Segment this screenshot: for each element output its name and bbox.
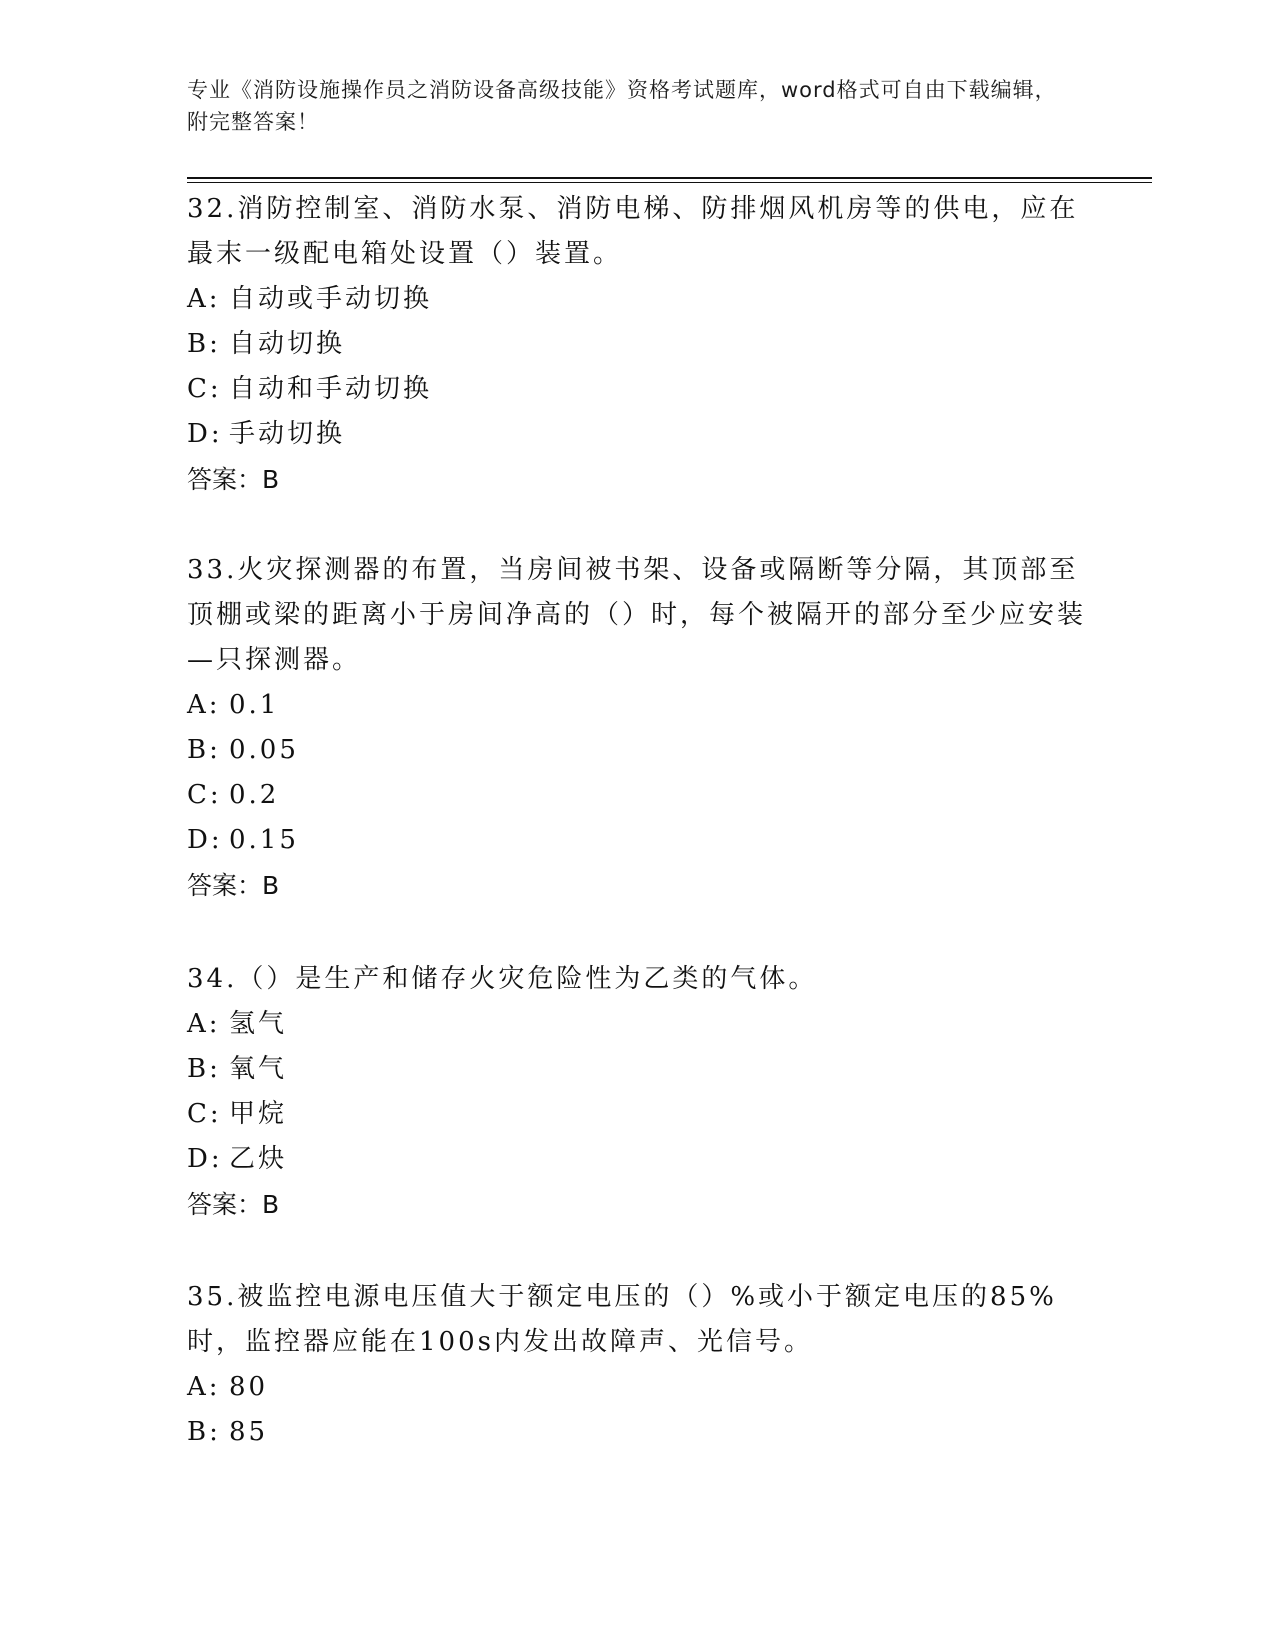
option-text: 0.2 bbox=[229, 780, 280, 810]
option-b bbox=[187, 728, 1087, 773]
option-letter: B: bbox=[187, 735, 221, 765]
option-text: 80 bbox=[229, 1372, 269, 1402]
option-text: 0.15 bbox=[229, 825, 299, 855]
option-a bbox=[187, 1002, 1087, 1047]
option-d bbox=[187, 1137, 1087, 1182]
question-stem: 32.消防控制室、消防水泵、消防电梯、防排烟风机房等的供电，应在最末一级配电箱处设置（）装置。 bbox=[187, 194, 1079, 269]
option-text: 自动或手动切换 bbox=[229, 284, 433, 314]
option-d bbox=[187, 412, 1087, 457]
option-a bbox=[187, 683, 1087, 728]
answer-value: B bbox=[262, 871, 280, 900]
question-stem: 34.（）是生产和储存火灾危险性为乙类的气体。 bbox=[187, 964, 818, 994]
answer-line bbox=[187, 1182, 1087, 1227]
option-text: 乙炔 bbox=[229, 1144, 288, 1174]
option-list bbox=[187, 277, 1087, 457]
option-b bbox=[187, 322, 1087, 367]
option-letter: B: bbox=[187, 329, 221, 359]
option-text: 氧气 bbox=[229, 1054, 288, 1084]
option-b bbox=[187, 1410, 1087, 1455]
question-stem: 35.被监控电源电压值大于额定电压的（）%或小于额定电压的85%时，监控器应能在100s内发出故障声、光信号。 bbox=[187, 1282, 1057, 1357]
option-list bbox=[187, 683, 1087, 863]
option-text: 自动和手动切换 bbox=[229, 374, 433, 404]
option-letter: C: bbox=[187, 780, 222, 810]
option-letter: D: bbox=[187, 419, 223, 449]
option-letter: D: bbox=[187, 1144, 223, 1174]
option-a bbox=[187, 1365, 1087, 1410]
option-list bbox=[187, 1002, 1087, 1182]
option-a bbox=[187, 277, 1087, 322]
option-list bbox=[187, 1365, 1087, 1455]
question-33 bbox=[187, 548, 1087, 908]
option-text: 手动切换 bbox=[229, 419, 346, 449]
option-c bbox=[187, 773, 1087, 818]
option-text: 甲烷 bbox=[229, 1099, 288, 1129]
option-d bbox=[187, 818, 1087, 863]
option-letter: A: bbox=[187, 284, 221, 314]
option-letter: C: bbox=[187, 374, 222, 404]
option-c bbox=[187, 1092, 1087, 1137]
answer-label: 答案： bbox=[187, 465, 263, 494]
option-letter: A: bbox=[187, 1372, 221, 1402]
option-text: 自动切换 bbox=[229, 329, 346, 359]
answer-label: 答案： bbox=[187, 1190, 263, 1219]
option-text: 0.05 bbox=[229, 735, 299, 765]
answer-value: B bbox=[262, 1190, 280, 1219]
question-32 bbox=[187, 187, 1087, 502]
answer-value: B bbox=[262, 465, 280, 494]
question-35 bbox=[187, 1275, 1087, 1455]
answer-line bbox=[187, 863, 1087, 908]
option-c bbox=[187, 367, 1087, 412]
option-letter: A: bbox=[187, 690, 221, 720]
option-b bbox=[187, 1047, 1087, 1092]
option-letter: B: bbox=[187, 1054, 221, 1084]
answer-label: 答案： bbox=[187, 871, 263, 900]
answer-line bbox=[187, 457, 1087, 502]
option-letter: A: bbox=[187, 1009, 221, 1039]
option-letter: D: bbox=[187, 825, 223, 855]
header-divider-thick bbox=[187, 177, 1152, 179]
option-text: 氢气 bbox=[229, 1009, 288, 1039]
header-divider-thin bbox=[187, 182, 1152, 183]
option-text: 0.1 bbox=[229, 690, 280, 720]
option-text: 85 bbox=[229, 1417, 269, 1447]
question-stem: 33.火灾探测器的布置，当房间被书架、设备或隔断等分隔，其顶部至顶棚或梁的距离小于房间净高的（）时，每个被隔开的部分至少应安装—只探测器。 bbox=[187, 555, 1087, 675]
document-intro: 专业《消防设施操作员之消防设备高级技能》资格考试题库，word格式可自由下载编辑，附完整答案！ bbox=[187, 78, 1057, 134]
option-letter: B: bbox=[187, 1417, 221, 1447]
option-letter: C: bbox=[187, 1099, 222, 1129]
question-34 bbox=[187, 957, 1087, 1227]
